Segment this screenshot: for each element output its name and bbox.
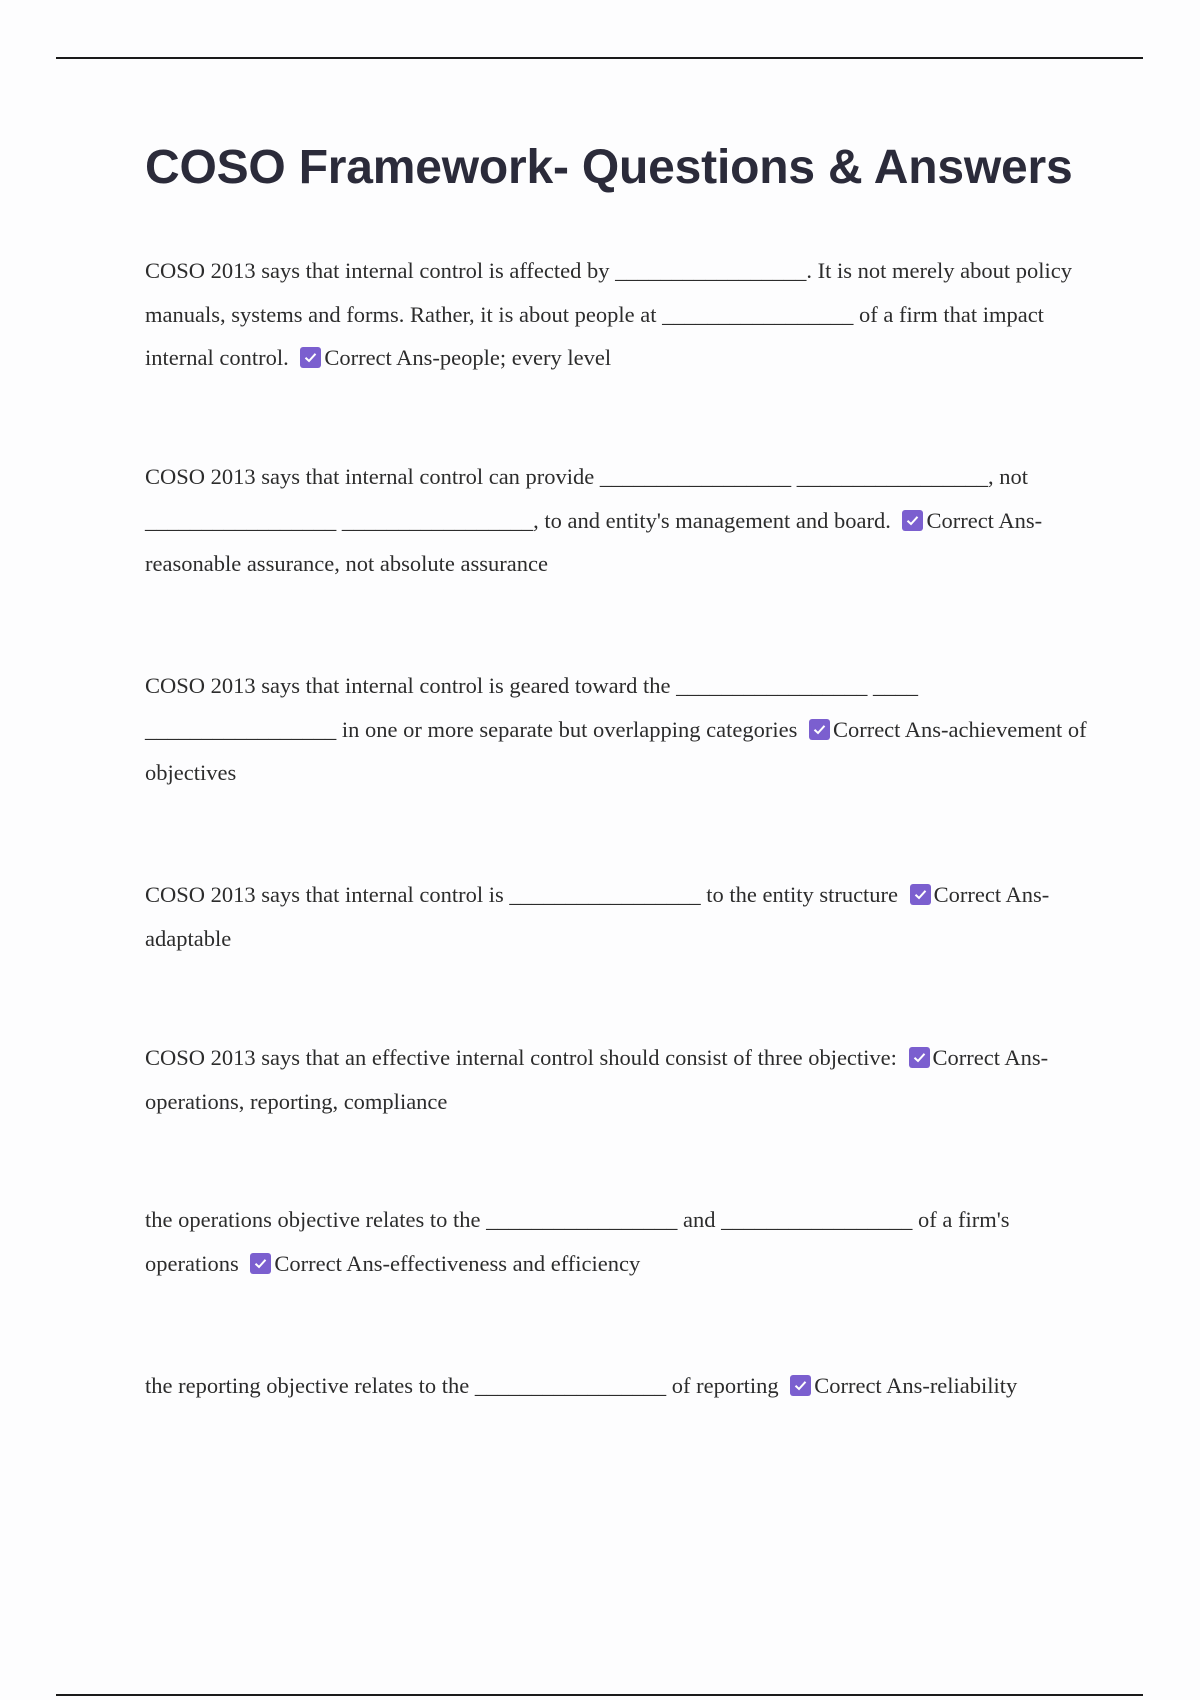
question-text: COSO 2013 says that internal control is geared toward the _________________ ____ _________________ in one or more separate but overlapping categories: [145, 673, 919, 742]
question-text: COSO 2013 says that an effective internal control should consist of three objective:: [145, 1045, 897, 1070]
qa-item-1: [145, 249, 1095, 380]
answer-text: Correct Ans-effectiveness and efficiency: [274, 1250, 641, 1276]
question-text: COSO 2013 says that internal control can provide _________________ _________________, not _________________ _________________, to and entity's management and board.: [145, 464, 1029, 533]
top-rule: [56, 57, 1143, 59]
answer-text: Correct Ans-operations, reporting, compliance: [145, 1045, 1049, 1114]
question-text: COSO 2013 says that internal control is _________________ to the entity structure: [145, 882, 899, 907]
qa-item-5: [145, 1036, 1095, 1123]
qa-item-3: [145, 664, 1095, 795]
question-text: the reporting objective relates to the _________________ of reporting: [145, 1373, 779, 1398]
qa-item-6: [145, 1198, 1095, 1285]
checkbox-checked-icon: [910, 884, 931, 905]
question-text: the operations objective relates to the _________________ and _________________ of a firm's operations: [145, 1207, 1010, 1276]
bottom-rule: [56, 1694, 1143, 1696]
checkbox-checked-icon: [809, 719, 830, 740]
answer-text: Correct Ans-reliability: [814, 1373, 1018, 1398]
question-text: COSO 2013 says that internal control is affected by _________________. It is not merely about policy manuals, systems and forms. Rather, it is about people at _________________ of a firm that impact internal control.: [145, 258, 1072, 370]
answer-text: Correct Ans-people; every level: [324, 345, 612, 370]
qa-item-4: [145, 873, 1095, 960]
answer-text: Correct Ans-achievement of objectives: [145, 716, 1087, 785]
page-title: COSO Framework- Questions & Answers: [145, 141, 1073, 194]
checkbox-checked-icon: [300, 347, 321, 368]
checkbox-checked-icon: [909, 1047, 930, 1068]
answer-text: Correct Ans-adaptable: [145, 882, 1050, 951]
checkbox-checked-icon: [902, 510, 923, 531]
qa-item-2: [145, 455, 1095, 586]
qa-item-7: [145, 1364, 1095, 1408]
answer-text: Correct Ans-reasonable assurance, not absolute assurance: [145, 507, 1043, 576]
checkbox-checked-icon: [790, 1375, 811, 1396]
checkbox-checked-icon: [250, 1253, 271, 1274]
